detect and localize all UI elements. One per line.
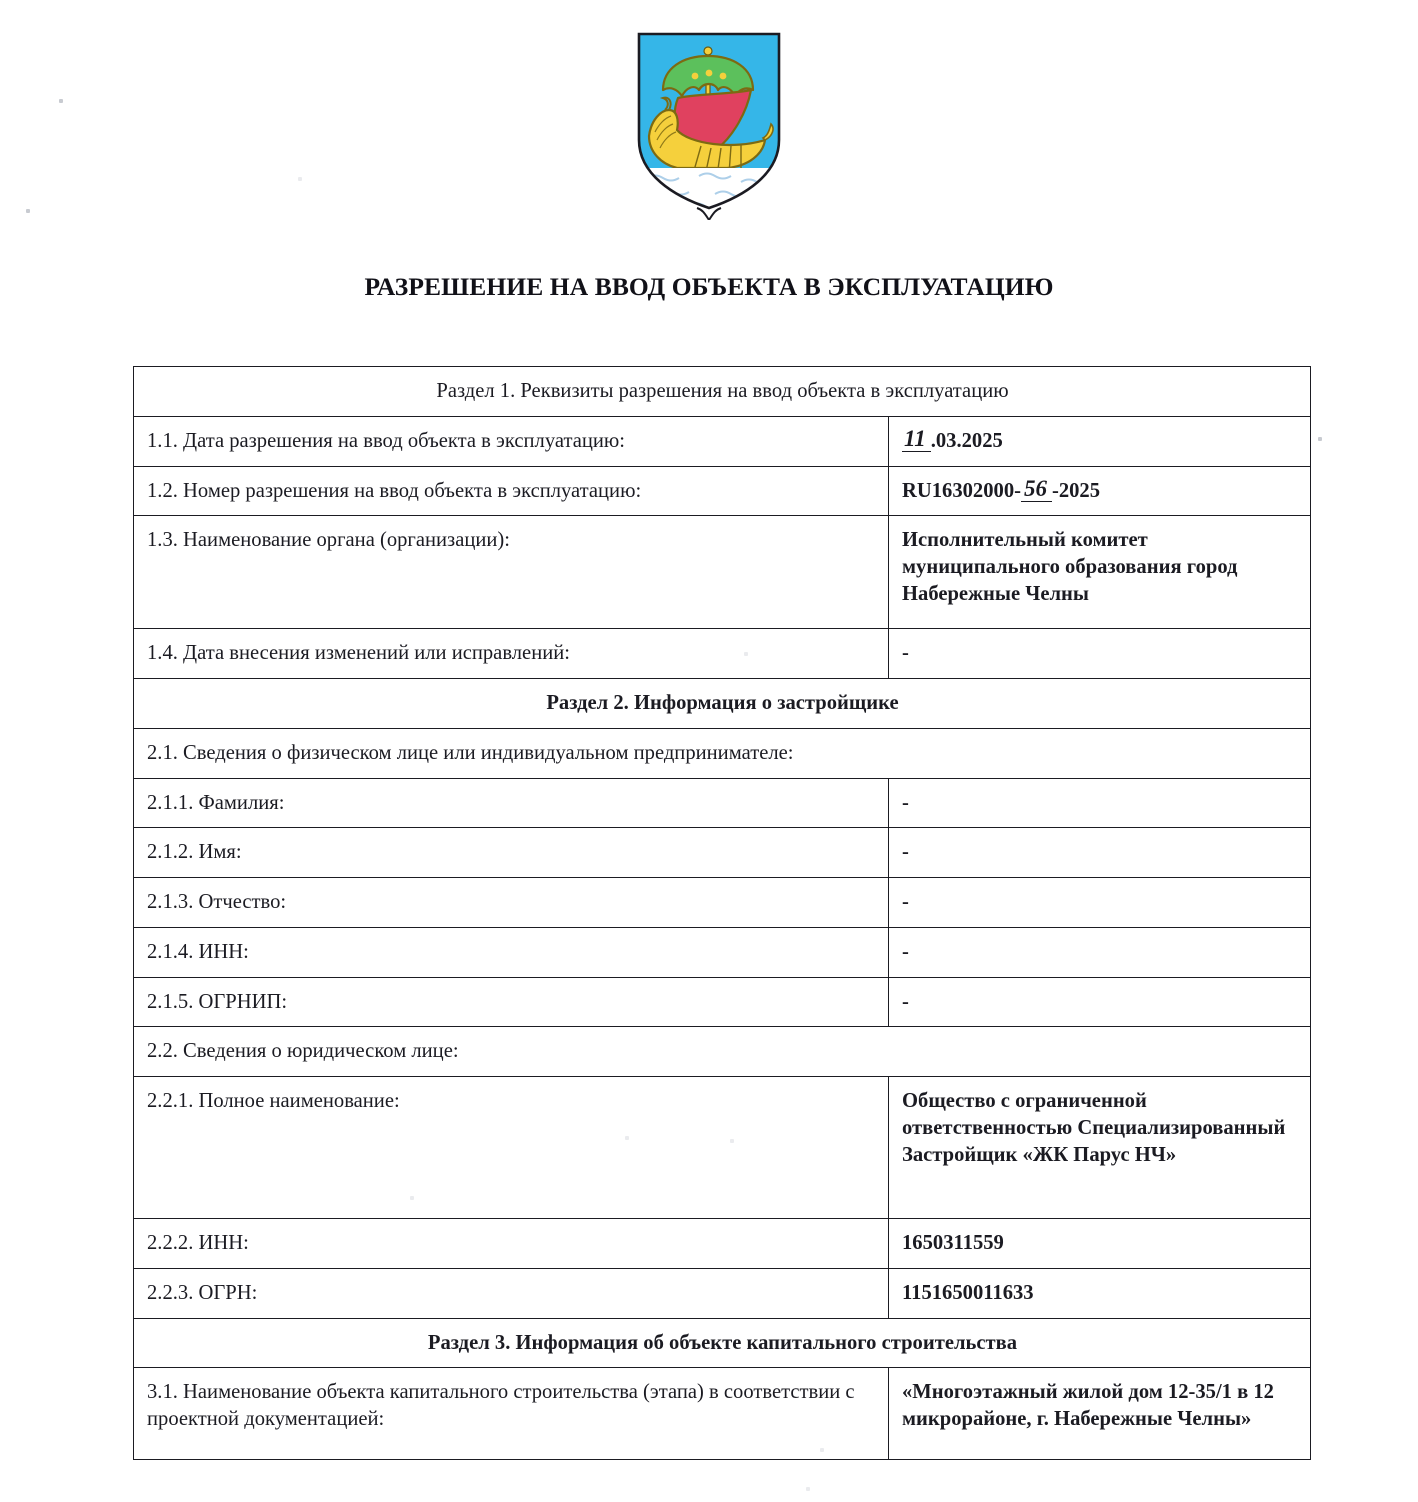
row-label-2-2-3: 2.2.3. ОГРН: [134, 1268, 889, 1318]
row-label-2-1-5: 2.1.5. ОГРНИП: [134, 977, 889, 1027]
row-value-1-1-rest: .03.2025 [930, 429, 1003, 452]
row-value-2-1-1: - [889, 778, 1311, 828]
row-value-2-2-1: Общество с ограниченной ответственностью Специализированный Застройщик «ЖК Парус НЧ» [889, 1077, 1311, 1219]
row-value-1-1 [889, 416, 1311, 466]
table-row-1-2 [134, 466, 1311, 516]
section2-header: Раздел 2. Информация о застройщике [134, 679, 1311, 729]
scan-speck [1318, 437, 1322, 441]
row-value-1-3: Исполнительный комитет муниципального образования город Набережные Челны [889, 516, 1311, 629]
row-value-3-1: «Многоэтажный жилой дом 12-35/1 в 12 микрорайоне, г. Набережные Челны» [889, 1368, 1311, 1460]
table-row-2-2-3 [134, 1268, 1311, 1318]
table-row-section2-header [134, 679, 1311, 729]
handwritten-day-1-1: 11 [902, 427, 931, 452]
row-value-1-2-rest: -2025 [1051, 479, 1101, 502]
scan-speck [59, 99, 63, 103]
row-label-1-2: 1.2. Номер разрешения на ввод объекта в эксплуатацию: [134, 466, 889, 516]
scan-speck [744, 652, 748, 656]
table-row-section3-header [134, 1318, 1311, 1368]
table-row-1-1 [134, 416, 1311, 466]
page-title: РАЗРЕШЕНИЕ НА ВВОД ОБЪЕКТА В ЭКСПЛУАТАЦИЮ [364, 272, 1054, 301]
table-row-2-1-4 [134, 927, 1311, 977]
row-value-2-1-5: - [889, 977, 1311, 1027]
scan-speck [298, 177, 302, 181]
permit-form-table [133, 366, 1311, 1460]
row-label-2-2-2: 2.2.2. ИНН: [134, 1219, 889, 1269]
table-row-3-1 [134, 1368, 1311, 1460]
table-row-1-3 [134, 516, 1311, 629]
table-row-2-1 [134, 728, 1311, 778]
row-value-1-2 [889, 466, 1311, 516]
row-label-1-3: 1.3. Наименование органа (организации): [134, 516, 889, 629]
scan-speck [806, 1487, 810, 1491]
row-label-2-1-3: 2.1.3. Отчество: [134, 878, 889, 928]
table-row-2-1-3 [134, 878, 1311, 928]
coat-of-arms-container [0, 28, 1418, 220]
table-row-2-2-2 [134, 1219, 1311, 1269]
row-label-2-2-1: 2.2.1. Полное наименование: [134, 1077, 889, 1219]
row-value-2-1-2: - [889, 828, 1311, 878]
handwritten-number-1-2: 56 [1021, 477, 1052, 502]
coat-of-arms-naberezhnye-chelny-icon [623, 28, 795, 220]
scan-speck [820, 1448, 824, 1452]
row-label-1-1: 1.1. Дата разрешения на ввод объекта в эксплуатацию: [134, 416, 889, 466]
row-label-2-1-4: 2.1.4. ИНН: [134, 927, 889, 977]
row-label-2-1-1: 2.1.1. Фамилия: [134, 778, 889, 828]
scan-speck [625, 1136, 629, 1140]
scan-speck [26, 209, 30, 213]
table-row-2-2 [134, 1027, 1311, 1077]
row-label-1-4: 1.4. Дата внесения изменений или исправлений: [134, 629, 889, 679]
row-label-3-1: 3.1. Наименование объекта капитального строительства (этапа) в соответствии с проектной документацией: [134, 1368, 889, 1460]
subsection-2-2-header: 2.2. Сведения о юридическом лице: [134, 1027, 1311, 1077]
table-row-2-1-1 [134, 778, 1311, 828]
row-value-2-2-2: 1650311559 [889, 1219, 1311, 1269]
table-row-2-2-1 [134, 1077, 1311, 1219]
row-value-2-2-3: 1151650011633 [889, 1268, 1311, 1318]
row-value-1-2-prefix: RU16302000- [902, 479, 1021, 502]
row-value-1-4: - [889, 629, 1311, 679]
table-row-2-1-2 [134, 828, 1311, 878]
row-value-2-1-4: - [889, 927, 1311, 977]
table-row-2-1-5 [134, 977, 1311, 1027]
scan-speck [730, 1139, 734, 1143]
section3-header: Раздел 3. Информация об объекте капитального строительства [134, 1318, 1311, 1368]
table-row-1-4 [134, 629, 1311, 679]
scan-speck [410, 1196, 414, 1200]
row-value-2-1-3: - [889, 878, 1311, 928]
subsection-2-1-header: 2.1. Сведения о физическом лице или индивидуальном предпринимателе: [134, 728, 1311, 778]
table-row-section1-header [134, 367, 1311, 417]
row-label-2-1-2: 2.1.2. Имя: [134, 828, 889, 878]
section1-header: Раздел 1. Реквизиты разрешения на ввод объекта в эксплуатацию [134, 367, 1311, 417]
